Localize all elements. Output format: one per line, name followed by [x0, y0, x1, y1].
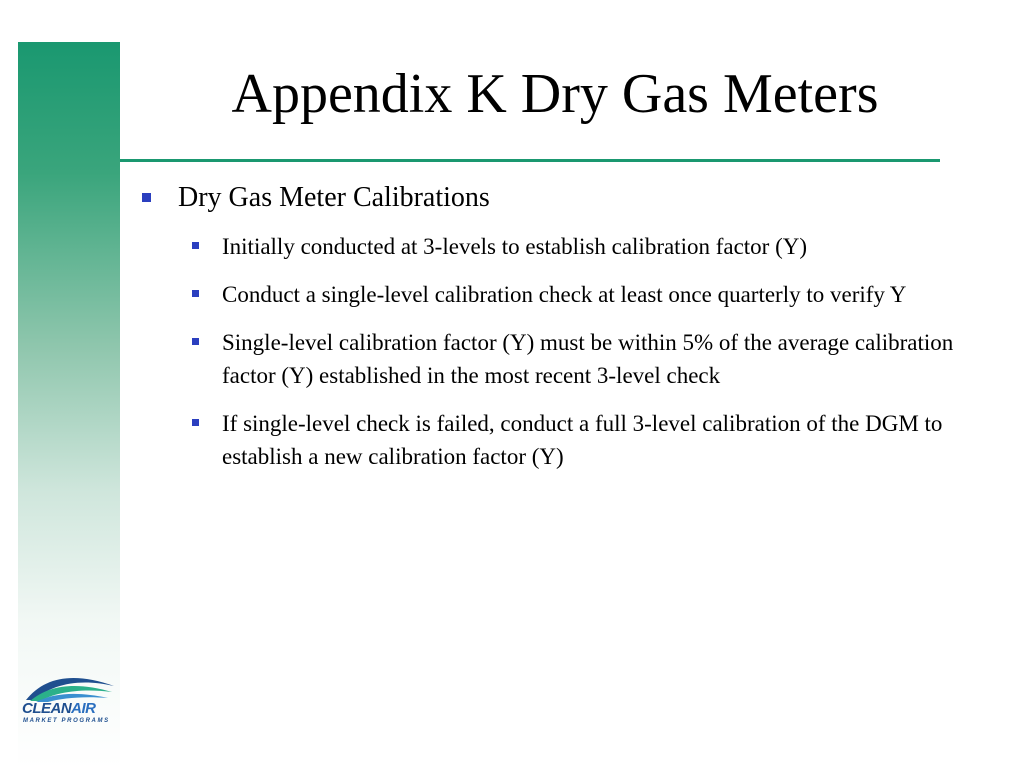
sub-bullet-text: Initially conducted at 3-levels to establish calibration factor (Y) [222, 234, 808, 259]
square-bullet-icon [192, 419, 199, 426]
sub-bullet-item [192, 326, 992, 392]
square-bullet-icon [192, 242, 199, 249]
sub-bullet-text: Conduct a single-level calibration check at least once quarterly to verify Y [222, 282, 907, 307]
bullet-item [140, 178, 1000, 218]
clean-air-logo [20, 670, 120, 730]
wave-swoosh-icon [20, 670, 120, 704]
logo-word-clean: CLEAN [22, 700, 72, 717]
sub-bullet-text: If single-level check is failed, conduct a full 3-level calibration of the DGM to establish a new calibration factor (Y) [222, 411, 943, 469]
logo-wordmark [22, 700, 96, 717]
side-gradient-bar [18, 42, 120, 768]
slide-title: Appendix K Dry Gas Meters [231, 63, 879, 125]
square-bullet-icon [142, 193, 151, 202]
sub-bullet-item [192, 407, 992, 473]
logo-word-air: AIR [71, 700, 96, 717]
bullet-text: Dry Gas Meter Calibrations [178, 182, 490, 213]
sub-bullet-item [192, 230, 992, 263]
square-bullet-icon [192, 338, 199, 345]
sub-bullet-text: Single-level calibration factor (Y) must be within 5% of the average calibration factor (Y) established in the most recent 3-level check [222, 330, 954, 388]
title-divider [120, 159, 940, 162]
sub-bullet-item [192, 278, 992, 311]
square-bullet-icon [192, 290, 199, 297]
slide-content [140, 178, 1000, 488]
logo-subtitle: MARKET PROGRAMS [23, 718, 110, 724]
